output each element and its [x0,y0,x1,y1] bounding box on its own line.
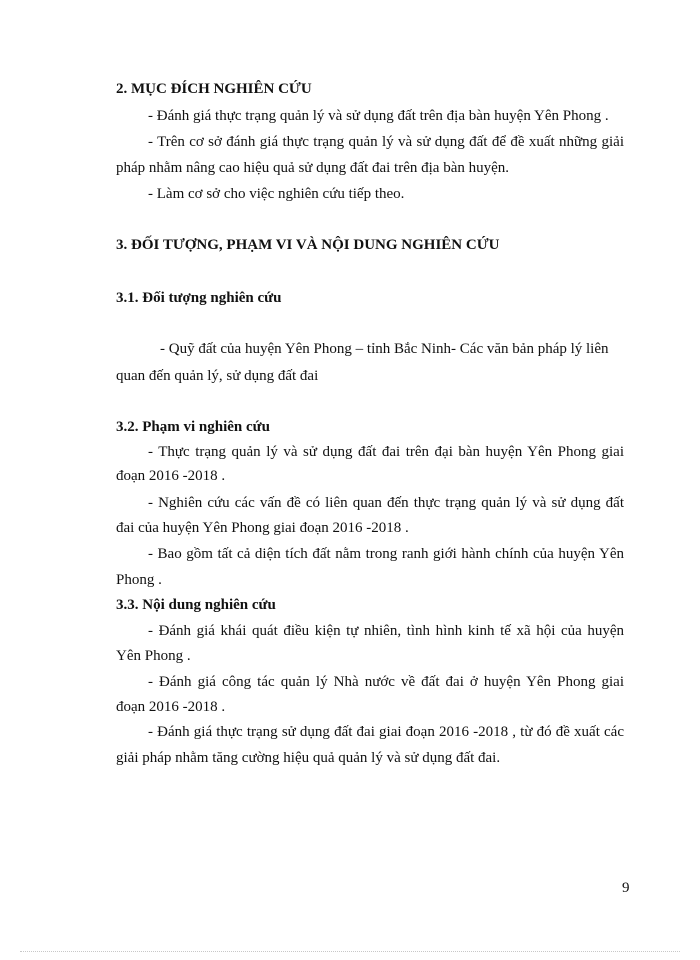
section-3-2-line-6: Phong . [116,572,162,588]
page-number: 9 [622,880,630,896]
page-bottom-divider [20,951,680,952]
section-3-1-line-1: - Quỹ đất của huyện Yên Phong – tỉnh Bắc Ninh- Các văn bản pháp lý liên [160,341,609,357]
section-3-3-line-2: Yên Phong . [116,648,191,664]
section-3-1-heading: 3.1. Đối tượng nghiên cứu [116,290,282,306]
section-3-2-line-4: đai của huyện Yên Phong giai đoạn 2016 -2018 . [116,520,409,536]
section-3-2-line-5: - Bao gồm tất cả diện tích đất nằm trong ranh giới hành chính của huyện Yên [148,546,624,562]
section-2-item-2: - Trên cơ sở đánh giá thực trạng quản lý và sử dụng đất để đề xuất những giải [148,134,624,150]
section-3-heading: 3. ĐỐI TƯỢNG, PHẠM VI VÀ NỘI DUNG NGHIÊN CỨU [116,237,500,253]
section-2-item-1: - Đánh giá thực trạng quản lý và sử dụng đất trên địa bàn huyện Yên Phong . [148,108,609,124]
section-3-3-line-6: giải pháp nhằm tăng cường hiệu quả quản lý và sử dụng đất đai. [116,750,501,766]
section-3-3-heading: 3.3. Nội dung nghiên cứu [116,597,276,613]
section-3-1-line-2: quan đến quản lý, sử dụng đất đai [116,368,319,384]
section-3-2-line-1: - Thực trạng quản lý và sử dụng đất đai trên đại bàn huyện Yên Phong giai [148,444,624,460]
section-3-2-line-3: - Nghiên cứu các vấn đề có liên quan đến thực trạng quản lý và sử dụng đất [148,495,624,511]
section-3-3-line-1: - Đánh giá khái quát điều kiện tự nhiên, tình hình kinh tế xã hội của huyện [148,623,624,639]
section-3-3-line-3: - Đánh giá công tác quản lý Nhà nước về đất đai ở huyện Yên Phong giai [148,674,624,690]
section-3-2-heading: 3.2. Phạm vi nghiên cứu [116,419,271,435]
section-2-heading: 2. MỤC ĐÍCH NGHIÊN CỨU [116,81,312,97]
section-3-2-line-2: đoạn 2016 -2018 . [116,468,226,484]
section-2-item-3: - Làm cơ sở cho việc nghiên cứu tiếp theo. [148,186,405,202]
section-3-3-line-5: - Đánh giá thực trạng sử dụng đất đai giai đoạn 2016 -2018 , từ đó đề xuất các [148,724,624,740]
section-3-3-line-4: đoạn 2016 -2018 . [116,699,226,715]
section-2-item-2-cont: pháp nhằm nâng cao hiệu quả sử dụng đất đai trên địa bàn huyện. [116,160,510,176]
